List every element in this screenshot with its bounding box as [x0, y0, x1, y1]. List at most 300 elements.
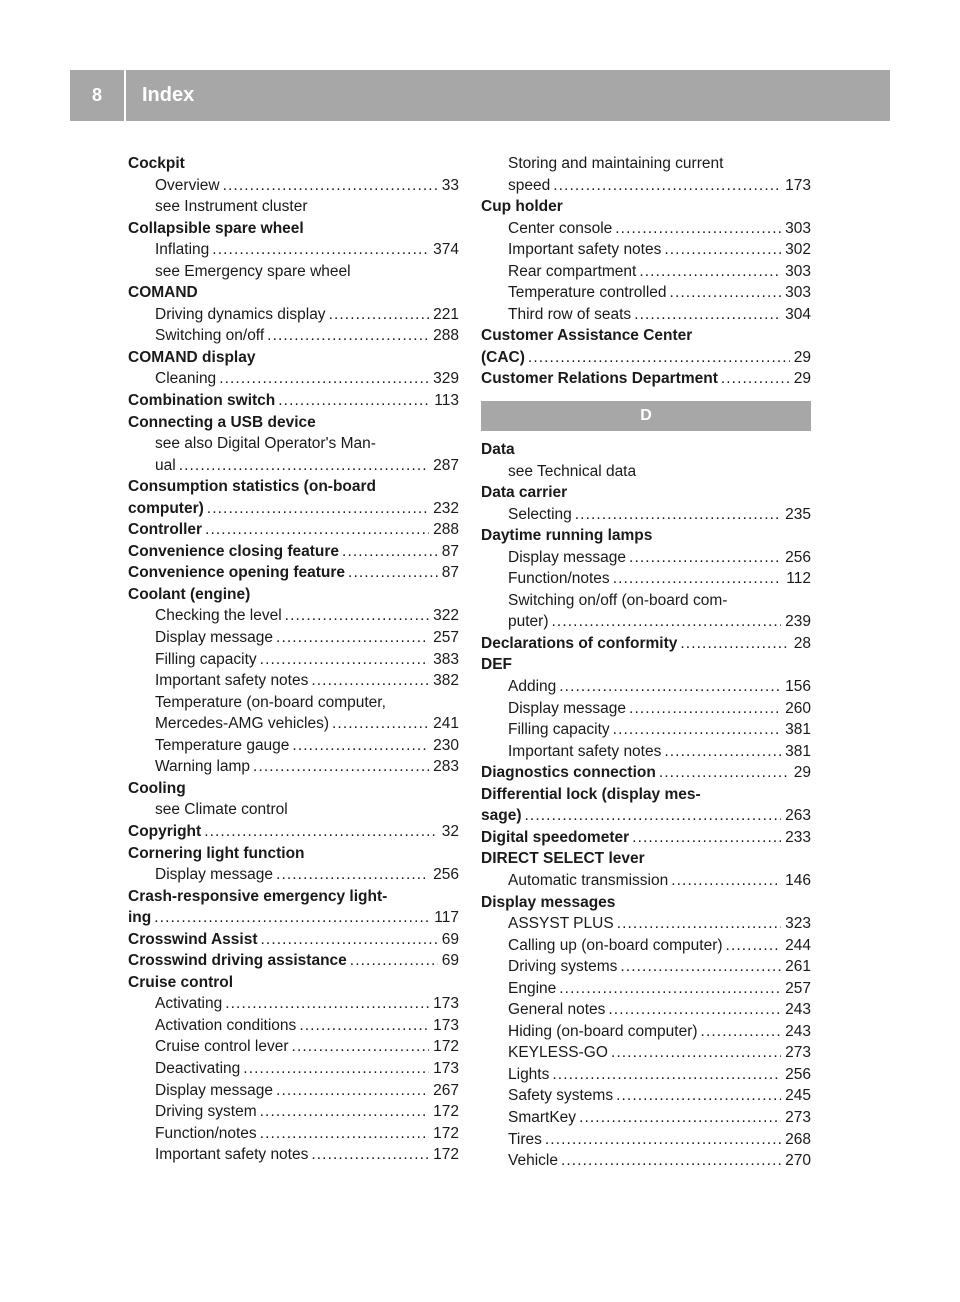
- index-entry: [128, 562, 459, 584]
- dot-leader: [631, 304, 781, 326]
- dot-leader: [339, 541, 438, 563]
- dot-leader: [258, 929, 438, 951]
- index-subentry: [481, 741, 811, 763]
- entry-text: Daytime running lamps: [481, 527, 653, 545]
- dot-leader: [220, 175, 438, 197]
- entry-text: Consumption statistics (on-board: [128, 478, 376, 496]
- page-reference-link[interactable]: 29: [793, 764, 811, 782]
- index-entry: [481, 347, 811, 369]
- page-reference-link[interactable]: 257: [785, 979, 811, 997]
- dot-leader: [542, 1129, 781, 1151]
- page-reference-link[interactable]: 270: [785, 1152, 811, 1170]
- entry-text: Rear compartment: [508, 262, 637, 280]
- entry-text: Convenience closing feature: [128, 542, 340, 560]
- page-reference-link[interactable]: 32: [441, 822, 459, 840]
- entry-text: Copyright: [128, 822, 202, 840]
- dot-leader: [345, 562, 438, 584]
- page-reference-link[interactable]: 243: [785, 1022, 811, 1040]
- dot-leader: [572, 504, 781, 526]
- index-subentry: [481, 175, 811, 197]
- index-entry: [481, 848, 811, 870]
- index-subentry: [481, 590, 811, 612]
- index-subentry: [481, 1021, 811, 1043]
- dot-leader: [151, 907, 430, 929]
- dot-leader: [626, 547, 781, 569]
- entry-text: Checking the level: [155, 607, 282, 625]
- index-column-left: [128, 153, 459, 1166]
- index-subentry: [481, 547, 811, 569]
- index-subentry: [128, 670, 459, 692]
- index-subentry: [481, 978, 811, 1000]
- dot-leader: [612, 218, 781, 240]
- dot-leader: [216, 368, 429, 390]
- page-reference-link[interactable]: 322: [433, 607, 459, 625]
- dot-leader: [257, 1101, 429, 1123]
- entry-text: Declarations of conformity: [481, 634, 678, 652]
- page-reference-link[interactable]: 288: [433, 521, 459, 539]
- entry-text: Overview: [155, 176, 220, 194]
- index-entry: [128, 412, 459, 434]
- entry-text: DIRECT SELECT lever: [481, 850, 645, 868]
- entry-text: Cruise control: [128, 973, 234, 991]
- entry-text: Inflating: [155, 241, 210, 259]
- entry-text: Function/notes: [508, 570, 610, 588]
- page-reference-link[interactable]: 235: [785, 505, 811, 523]
- index-subentry: [128, 433, 459, 455]
- entry-text: Driving systems: [508, 958, 618, 976]
- entry-text: see Technical data: [508, 462, 637, 480]
- index-entry: [481, 762, 811, 784]
- index-subentry: [481, 913, 811, 935]
- index-subentry: [481, 999, 811, 1021]
- entry-text: Cooling: [128, 779, 186, 797]
- page-reference-link[interactable]: 232: [433, 499, 459, 517]
- index-entry: [128, 886, 459, 908]
- index-entry: [481, 325, 811, 347]
- index-subentry: [481, 1129, 811, 1151]
- dot-leader: [308, 1144, 429, 1166]
- index-subentry: [128, 799, 459, 821]
- index-subentry: [481, 1107, 811, 1129]
- page-reference-link[interactable]: 374: [433, 241, 459, 259]
- index-subentry: [128, 1058, 459, 1080]
- entry-text: Automatic transmission: [508, 871, 669, 889]
- page-reference-link[interactable]: 381: [785, 742, 811, 760]
- index-entry: [481, 805, 811, 827]
- index-entry: [128, 218, 459, 240]
- dot-leader: [613, 1085, 781, 1107]
- dot-leader: [250, 756, 429, 778]
- page-reference-link[interactable]: 323: [785, 915, 811, 933]
- index-subentry: [128, 1101, 459, 1123]
- page-reference-link[interactable]: 381: [785, 721, 811, 739]
- page-reference-link[interactable]: 172: [433, 1124, 459, 1142]
- index-entry: [128, 519, 459, 541]
- index-subentry: [128, 692, 459, 714]
- entry-text: Crash-responsive emergency light-: [128, 887, 388, 905]
- page-reference-link[interactable]: 173: [433, 995, 459, 1013]
- page-title: Index: [142, 84, 195, 106]
- entry-text: Calling up (on-board computer): [508, 936, 723, 954]
- dot-leader: [576, 1107, 781, 1129]
- dot-leader: [667, 282, 782, 304]
- page-reference-link[interactable]: 172: [433, 1146, 459, 1164]
- entry-text: Third row of seats: [508, 305, 632, 323]
- page-reference-link[interactable]: 112: [786, 570, 811, 588]
- entry-text: Adding: [508, 678, 557, 696]
- entry-text: Cleaning: [155, 370, 217, 388]
- dot-leader: [636, 261, 781, 283]
- dot-leader: [661, 741, 781, 763]
- index-subentry: [128, 649, 459, 671]
- index-subentry: [128, 1080, 459, 1102]
- index-subentry: [128, 1015, 459, 1037]
- dot-leader: [549, 611, 782, 633]
- dot-leader: [257, 649, 429, 671]
- index-entry: [481, 892, 811, 914]
- entry-text: Temperature controlled: [508, 284, 667, 302]
- page-reference-link[interactable]: 87: [441, 542, 459, 560]
- dot-leader: [718, 368, 790, 390]
- entry-text: Controller: [128, 521, 203, 539]
- entry-text: speed: [508, 176, 551, 194]
- index-subentry: [128, 325, 459, 347]
- entry-text: Selecting: [508, 505, 572, 523]
- entry-text: Data: [481, 441, 515, 459]
- dot-leader: [347, 950, 438, 972]
- entry-text: see Emergency spare wheel: [155, 262, 351, 280]
- dot-leader: [610, 568, 783, 590]
- index-subentry: [481, 261, 811, 283]
- index-subentry: [481, 676, 811, 698]
- entry-text: Cockpit: [128, 155, 185, 172]
- entry-text: Combination switch: [128, 392, 276, 410]
- entry-text: Filling capacity: [155, 650, 257, 668]
- dot-leader: [202, 519, 429, 541]
- index-subentry: [128, 196, 459, 218]
- dot-leader: [273, 864, 429, 886]
- page-reference-link[interactable]: 383: [433, 650, 459, 668]
- index-subentry: [481, 1042, 811, 1064]
- index-subentry: [128, 1144, 459, 1166]
- entry-text: Cruise control lever: [155, 1038, 289, 1056]
- index-subentry: [128, 1123, 459, 1145]
- dot-leader: [296, 1015, 429, 1037]
- dot-leader: [257, 1123, 429, 1145]
- index-subentry: [128, 735, 459, 757]
- dot-leader: [525, 347, 790, 369]
- index-subentry: [128, 239, 459, 261]
- dot-leader: [273, 1080, 429, 1102]
- entry-text: Engine: [508, 979, 557, 997]
- entry-text: Driving system: [155, 1103, 257, 1121]
- entry-text: COMAND display: [128, 348, 256, 366]
- entry-text: see also Digital Operator's Man-: [155, 435, 376, 453]
- dot-leader: [264, 325, 429, 347]
- entry-text: Important safety notes: [155, 1146, 309, 1164]
- page-reference-link[interactable]: 28: [793, 634, 811, 652]
- dot-leader: [549, 1064, 781, 1086]
- dot-leader: [282, 605, 429, 627]
- index-subentry: [128, 455, 459, 477]
- dot-leader: [308, 670, 429, 692]
- index-entry: [128, 282, 459, 304]
- dot-leader: [201, 821, 438, 843]
- index-subentry: [128, 627, 459, 649]
- page-reference-link[interactable]: 113: [434, 392, 459, 410]
- entry-text: Hiding (on-board computer): [508, 1022, 698, 1040]
- index-subentry: [128, 261, 459, 283]
- entry-text: Cornering light function: [128, 844, 305, 862]
- index-entry: [128, 972, 459, 994]
- entry-text: Connecting a USB device: [128, 413, 316, 431]
- page-reference-link[interactable]: 261: [785, 958, 811, 976]
- page-header: [70, 70, 890, 121]
- index-entry: [128, 778, 459, 800]
- entry-text: Cup holder: [481, 198, 563, 216]
- entry-text: Activating: [155, 995, 223, 1013]
- dot-leader: [289, 1036, 430, 1058]
- index-subentry: [481, 239, 811, 261]
- index-column-right: [481, 153, 811, 1172]
- page-reference-link[interactable]: 244: [785, 936, 811, 954]
- dot-leader: [204, 498, 429, 520]
- page-reference-link[interactable]: 33: [441, 176, 459, 194]
- page-reference-link[interactable]: 69: [441, 952, 459, 970]
- page-reference-link[interactable]: 243: [785, 1001, 811, 1019]
- page-reference-link[interactable]: 303: [785, 219, 811, 237]
- entry-text: computer): [128, 499, 204, 517]
- dot-leader: [614, 913, 781, 935]
- index-entry: [128, 843, 459, 865]
- dot-leader: [668, 870, 781, 892]
- entry-text: Differential lock (display mes-: [481, 785, 701, 803]
- index-subentry: [128, 756, 459, 778]
- entry-text: SmartKey: [508, 1108, 577, 1126]
- entry-text: Vehicle: [508, 1152, 558, 1170]
- page-reference-link[interactable]: 303: [785, 262, 811, 280]
- index-entry: [128, 153, 459, 175]
- index-subentry: [128, 304, 459, 326]
- entry-text: Temperature (on-board computer,: [155, 693, 386, 711]
- entry-text: Lights: [508, 1065, 550, 1083]
- entry-text: ual: [155, 456, 176, 474]
- index-entry: [128, 821, 459, 843]
- entry-text: Important safety notes: [508, 241, 662, 259]
- index-entry: [481, 482, 811, 504]
- dot-leader: [556, 978, 781, 1000]
- entry-text: Activation conditions: [155, 1016, 297, 1034]
- index-subentry: [481, 698, 811, 720]
- page-reference-link[interactable]: 172: [433, 1038, 459, 1056]
- entry-text: General notes: [508, 1001, 606, 1019]
- index-subentry: [481, 282, 811, 304]
- dot-leader: [661, 239, 781, 261]
- dot-leader: [656, 762, 790, 784]
- page-reference-link[interactable]: 173: [785, 176, 811, 194]
- index-entry: [128, 950, 459, 972]
- page-reference-link[interactable]: 263: [785, 807, 811, 825]
- dot-leader: [522, 805, 782, 827]
- dot-leader: [610, 719, 781, 741]
- index-entry: [481, 196, 811, 218]
- page-reference-link[interactable]: 267: [433, 1081, 459, 1099]
- page-reference-link[interactable]: 260: [785, 699, 811, 717]
- page-reference-link[interactable]: 256: [433, 866, 459, 884]
- entry-text: Function/notes: [155, 1124, 257, 1142]
- index-subentry: [481, 1085, 811, 1107]
- index-entry: [481, 784, 811, 806]
- dot-leader: [608, 1042, 781, 1064]
- entry-text: Crosswind Assist: [128, 930, 258, 948]
- index-entry: [128, 907, 459, 929]
- index-entry: [481, 368, 811, 390]
- page-reference-link[interactable]: 256: [785, 1065, 811, 1083]
- dot-leader: [273, 627, 429, 649]
- dot-leader: [326, 304, 430, 326]
- index-entry: [481, 827, 811, 849]
- dot-leader: [329, 713, 429, 735]
- page-reference-link[interactable]: 221: [433, 305, 459, 323]
- page-reference-link[interactable]: 287: [433, 456, 459, 474]
- page-reference-link[interactable]: 156: [785, 678, 811, 696]
- entry-text: Center console: [508, 219, 613, 237]
- entry-text: Data carrier: [481, 484, 568, 502]
- dot-leader: [209, 239, 429, 261]
- dot-leader: [617, 956, 781, 978]
- entry-text: puter): [508, 613, 549, 631]
- section-heading: D: [481, 401, 811, 431]
- dot-leader: [558, 1150, 781, 1172]
- page-reference-link[interactable]: 288: [433, 327, 459, 345]
- index-subentry: [128, 864, 459, 886]
- index-subentry: [128, 1036, 459, 1058]
- index-entry: [481, 439, 811, 461]
- index-subentry: [128, 175, 459, 197]
- entry-text: Display messages: [481, 893, 616, 911]
- entry-text: Filling capacity: [508, 721, 610, 739]
- entry-text: Display message: [155, 866, 274, 884]
- dot-leader: [556, 676, 781, 698]
- dot-leader: [698, 1021, 782, 1043]
- page-reference-link[interactable]: 268: [785, 1130, 811, 1148]
- dot-leader: [240, 1058, 429, 1080]
- page-reference-link[interactable]: 256: [785, 548, 811, 566]
- page-reference-link[interactable]: 382: [433, 672, 459, 690]
- index-subentry: [481, 870, 811, 892]
- entry-text: Convenience opening feature: [128, 564, 346, 582]
- entry-text: Safety systems: [508, 1087, 614, 1105]
- index-subentry: [481, 568, 811, 590]
- entry-text: Display message: [508, 699, 627, 717]
- page-reference-link[interactable]: 273: [785, 1108, 811, 1126]
- page-reference-link[interactable]: 117: [434, 909, 459, 927]
- entry-text: Driving dynamics display: [155, 305, 326, 323]
- page-reference-link[interactable]: 29: [793, 370, 811, 388]
- entry-text: ing: [128, 909, 152, 927]
- entry-text: Tires: [508, 1130, 542, 1148]
- entry-text: Coolant (engine): [128, 585, 251, 603]
- entry-text: Switching on/off (on-board com-: [508, 591, 728, 609]
- entry-text: Deactivating: [155, 1059, 241, 1077]
- entry-text: Display message: [155, 629, 274, 647]
- page-reference-link[interactable]: 233: [785, 828, 811, 846]
- entry-text: Diagnostics connection: [481, 764, 656, 782]
- page-reference-link[interactable]: 173: [433, 1016, 459, 1034]
- entry-text: COMAND: [128, 284, 198, 302]
- page-reference-link[interactable]: 329: [433, 370, 459, 388]
- entry-text: Customer Assistance Center: [481, 327, 693, 345]
- entry-text: Display message: [508, 548, 627, 566]
- index-entry: [128, 929, 459, 951]
- page-reference-link[interactable]: 146: [785, 871, 811, 889]
- index-entry: [481, 633, 811, 655]
- index-subentry: [481, 1150, 811, 1172]
- page-reference-link[interactable]: 230: [433, 736, 459, 754]
- entry-text: Switching on/off: [155, 327, 265, 345]
- page-reference-link[interactable]: 257: [433, 629, 459, 647]
- dot-leader: [176, 455, 429, 477]
- page-reference-link[interactable]: 239: [785, 613, 811, 631]
- page-reference-link[interactable]: 304: [785, 305, 811, 323]
- entry-text: Digital speedometer: [481, 828, 630, 846]
- index-subentry: [481, 504, 811, 526]
- page-reference-link[interactable]: 273: [785, 1044, 811, 1062]
- entry-text: sage): [481, 807, 522, 825]
- entry-text: see Instrument cluster: [155, 198, 308, 216]
- index-subentry: [481, 153, 811, 175]
- dot-leader: [550, 175, 781, 197]
- entry-text: DEF: [481, 656, 512, 674]
- page-reference-link[interactable]: 69: [441, 930, 459, 948]
- dot-leader: [723, 935, 782, 957]
- index-subentry: [128, 605, 459, 627]
- entry-text: Important safety notes: [508, 742, 662, 760]
- entry-text: Collapsible spare wheel: [128, 219, 304, 237]
- page-reference-link[interactable]: 87: [441, 564, 459, 582]
- page-reference-link[interactable]: 241: [433, 715, 459, 733]
- index-entry: [128, 584, 459, 606]
- entry-text: see Climate control: [155, 801, 288, 819]
- index-entry: [481, 654, 811, 676]
- index-subentry: [481, 611, 811, 633]
- index-subentry: [481, 1064, 811, 1086]
- index-entry: [481, 525, 811, 547]
- entry-text: Display message: [155, 1081, 274, 1099]
- page-reference-link[interactable]: 245: [785, 1087, 811, 1105]
- page-reference-link[interactable]: 303: [785, 284, 811, 302]
- page-reference-link[interactable]: 173: [433, 1059, 459, 1077]
- dot-leader: [677, 633, 789, 655]
- index-entry: [128, 498, 459, 520]
- entry-text: ASSYST PLUS: [508, 915, 614, 933]
- page-reference-link[interactable]: 172: [433, 1103, 459, 1121]
- page-reference-link[interactable]: 283: [433, 758, 459, 776]
- dot-leader: [275, 390, 430, 412]
- dot-leader: [222, 993, 429, 1015]
- entry-text: Storing and maintaining current: [508, 155, 724, 172]
- index-subentry: [481, 956, 811, 978]
- entry-text: (CAC): [481, 348, 525, 366]
- dot-leader: [629, 827, 781, 849]
- page-reference-link[interactable]: 29: [793, 348, 811, 366]
- page-reference-link[interactable]: 302: [785, 241, 811, 259]
- index-subentry: [481, 218, 811, 240]
- index-subentry: [481, 719, 811, 741]
- entry-text: Important safety notes: [155, 672, 309, 690]
- entry-text: Crosswind driving assistance: [128, 952, 347, 970]
- entry-text: Mercedes-AMG vehicles): [155, 715, 329, 733]
